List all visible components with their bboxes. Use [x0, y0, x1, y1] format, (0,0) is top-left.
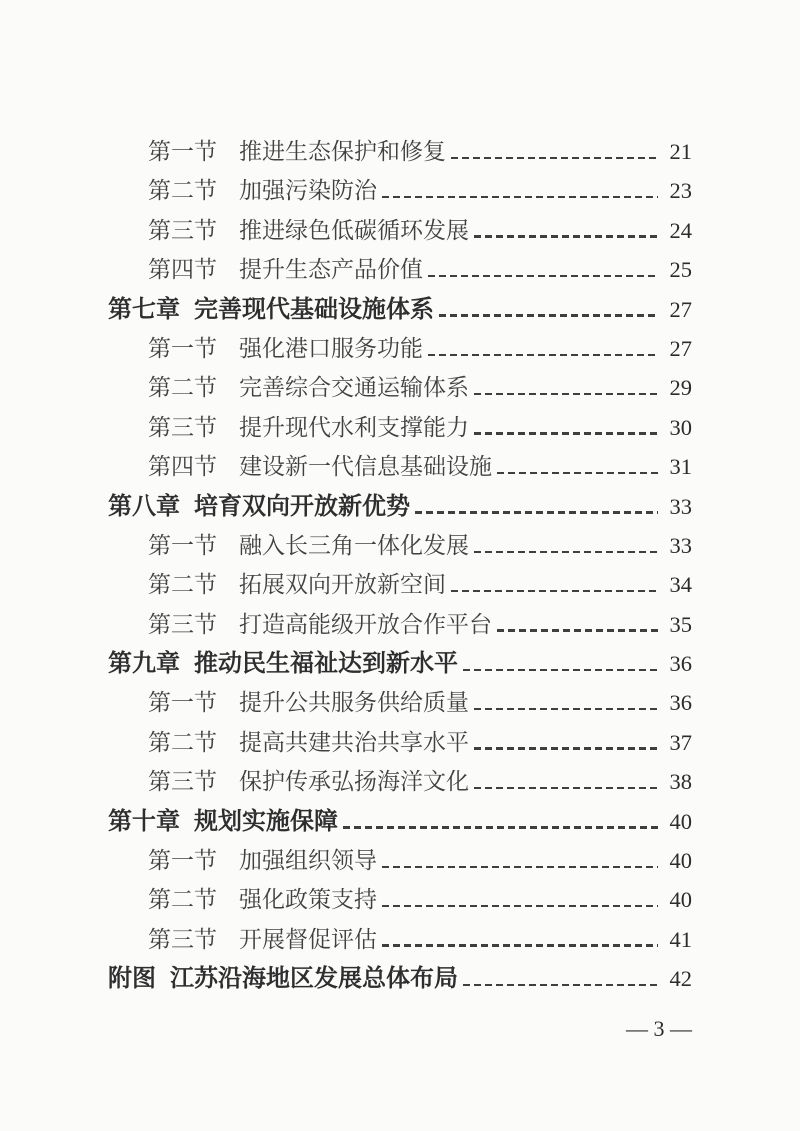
toc-entry: [148, 447, 692, 486]
toc-entry-page: 40: [669, 808, 692, 834]
toc-entry: [148, 565, 692, 604]
toc-entry-title: 提升生态产品价值: [239, 257, 423, 283]
toc-entry-title: 推动民生福祉达到新水平: [194, 650, 458, 678]
toc-entry-title: 融入长三角一体化发展: [239, 532, 469, 558]
toc-entry-page: 27: [669, 335, 692, 361]
toc-entry-label: 第三节: [148, 769, 217, 795]
toc-entry: [148, 250, 692, 289]
toc-entry-title: 拓展双向开放新空间: [239, 572, 446, 598]
toc-entry-label: 第八章: [108, 492, 180, 520]
dotted-leader: [497, 629, 658, 631]
toc-entry: [148, 526, 692, 565]
toc-entry-page: 25: [669, 257, 692, 283]
toc-entry-chapter: [108, 644, 692, 683]
toc-entry-label: 第二节: [148, 729, 217, 755]
toc-entry: [148, 408, 692, 447]
dotted-leader: [474, 432, 658, 434]
toc-entry-title: 提升公共服务供给质量: [239, 690, 469, 716]
toc-entry-title: 完善现代基础设施体系: [194, 295, 434, 323]
dotted-leader: [463, 984, 658, 986]
toc-entry-label: 第二节: [148, 572, 217, 598]
toc-entry-label: 第十章: [108, 807, 180, 835]
toc-entry-page: 37: [669, 729, 692, 755]
toc-entry-page: 38: [669, 769, 692, 795]
toc-entry-label: 第一节: [148, 335, 217, 361]
toc-entry-page: 35: [669, 611, 692, 637]
toc-entry-title: 完善综合交通运输体系: [239, 375, 469, 401]
toc-entry-title: 保护传承弘扬海洋文化: [239, 769, 469, 795]
toc-entry: [148, 880, 692, 919]
dotted-leader: [382, 866, 658, 868]
toc-entry: [148, 132, 692, 171]
toc-entry-page: 36: [669, 690, 692, 716]
toc-entry-page: 27: [669, 296, 692, 322]
toc-entry-page: 31: [669, 454, 692, 480]
dotted-leader: [451, 590, 658, 592]
toc-entry-page: 40: [669, 887, 692, 913]
dotted-leader: [474, 551, 658, 553]
toc-entry-title: 强化政策支持: [239, 887, 377, 913]
dotted-leader: [474, 235, 658, 237]
toc-entry-title: 强化港口服务功能: [239, 335, 423, 361]
toc-entry-label: 附图: [108, 965, 156, 993]
toc-entry: [148, 171, 692, 210]
dotted-leader: [474, 393, 658, 395]
toc-entry-title: 江苏沿海地区发展总体布局: [170, 965, 458, 993]
toc-entry-page: 21: [669, 139, 692, 164]
dotted-leader: [343, 826, 658, 828]
toc-entry-title: 加强污染防治: [239, 178, 377, 204]
toc-entry: [148, 762, 692, 801]
toc-entry-page: 29: [669, 375, 692, 401]
toc-entry-label: 第四节: [148, 454, 217, 480]
toc-entry-title: 建设新一代信息基础设施: [239, 454, 492, 480]
toc-entry-title: 规划实施保障: [194, 807, 338, 835]
toc-entry-label: 第二节: [148, 178, 217, 204]
dotted-leader: [451, 157, 658, 159]
toc-entry-label: 第七章: [108, 295, 180, 323]
toc-entry-label: 第三节: [148, 926, 217, 952]
toc-entry-label: 第三节: [148, 414, 217, 440]
dotted-leader: [382, 196, 658, 198]
toc-entry: [148, 841, 692, 880]
toc-entry-label: 第一节: [148, 848, 217, 874]
toc-entry-label: 第三节: [148, 217, 217, 243]
toc-entry-title: 提高共建共治共享水平: [239, 729, 469, 755]
page-number: — 3 —: [626, 1015, 692, 1041]
toc-entry-title: 培育双向开放新优势: [194, 492, 410, 520]
toc-entry-page: 24: [669, 217, 692, 243]
toc-entry-label: 第二节: [148, 887, 217, 913]
page-footer: [0, 1016, 800, 1042]
dotted-leader: [497, 472, 658, 474]
toc-entry-page: 33: [669, 493, 692, 519]
toc-entry-chapter: [108, 487, 692, 526]
toc-entry-page: 40: [669, 848, 692, 874]
toc-entry: [148, 605, 692, 644]
toc-entry-appendix: [108, 959, 692, 998]
toc-entry-title: 加强组织领导: [239, 848, 377, 874]
toc-entry: [148, 329, 692, 368]
toc-entry-page: 36: [669, 651, 692, 677]
dotted-leader: [428, 275, 658, 277]
toc-entry-title: 推进绿色低碳循环发展: [239, 217, 469, 243]
toc-entry-page: 30: [669, 414, 692, 440]
dotted-leader: [415, 511, 658, 513]
dotted-leader: [463, 669, 658, 671]
dotted-leader: [382, 905, 658, 907]
toc-entry-label: 第二节: [148, 375, 217, 401]
toc-entry-page: 42: [669, 966, 692, 992]
toc-entry-page: 23: [669, 178, 692, 204]
toc-entry-label: 第一节: [148, 139, 217, 164]
toc-entry-title: 打造高能级开放合作平台: [239, 611, 492, 637]
toc-entry-chapter: [108, 802, 692, 841]
toc-entry: [148, 211, 692, 250]
dotted-leader: [382, 944, 658, 946]
toc-entry: [148, 368, 692, 407]
toc-entry-chapter: [108, 290, 692, 329]
toc-entry: [148, 723, 692, 762]
toc-entry-label: 第九章: [108, 650, 180, 678]
toc-entry-label: 第三节: [148, 611, 217, 637]
toc-entry-label: 第一节: [148, 690, 217, 716]
dotted-leader: [428, 354, 658, 356]
toc-entry-label: 第四节: [148, 257, 217, 283]
dotted-leader: [474, 787, 658, 789]
toc-entry-page: 33: [669, 532, 692, 558]
toc-entry: [148, 683, 692, 722]
dotted-leader: [474, 747, 658, 749]
dotted-leader: [439, 314, 658, 316]
toc-entry-page: 34: [669, 572, 692, 598]
toc-entry-title: 开展督促评估: [239, 926, 377, 952]
dotted-leader: [474, 708, 658, 710]
toc-entry: [148, 920, 692, 959]
toc-entry-title: 提升现代水利支撑能力: [239, 414, 469, 440]
toc-entry-title: 推进生态保护和修复: [239, 139, 446, 164]
toc-entry-page: 41: [669, 926, 692, 952]
toc-entry-label: 第一节: [148, 532, 217, 558]
